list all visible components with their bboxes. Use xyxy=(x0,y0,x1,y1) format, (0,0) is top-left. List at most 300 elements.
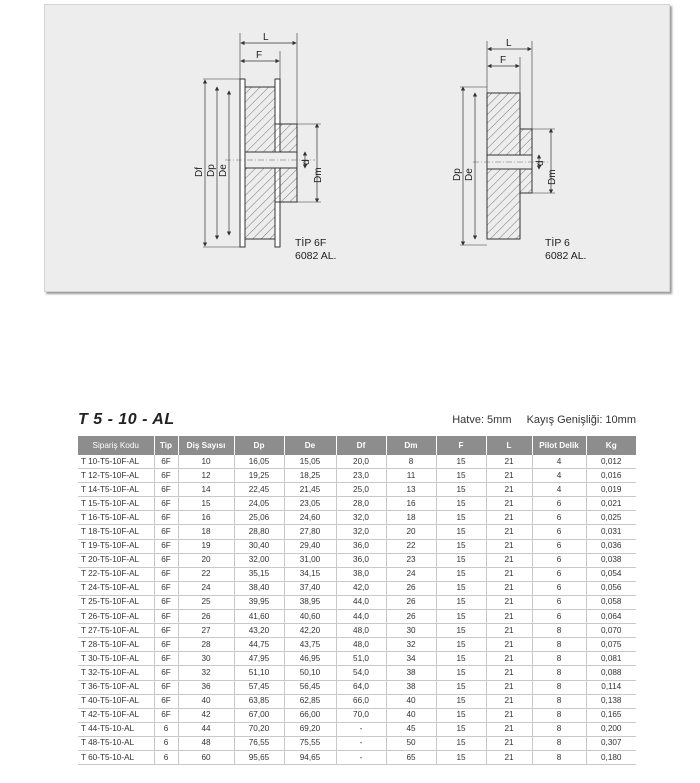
table-cell: 8 xyxy=(532,666,586,680)
table-cell: 44,0 xyxy=(336,610,386,624)
table-cell: 40 xyxy=(386,694,436,708)
table-cell: 23,05 xyxy=(284,497,336,511)
table-cell: 0,114 xyxy=(586,680,636,694)
table-row xyxy=(78,736,636,750)
table-cell: 21 xyxy=(486,511,532,525)
table-cell: 21 xyxy=(486,497,532,511)
table-cell: T 42-T5-10F-AL xyxy=(78,708,154,722)
table-cell: 28 xyxy=(178,638,234,652)
table-cell: 22 xyxy=(386,539,436,553)
table-cell: 27 xyxy=(178,624,234,638)
table-cell: 15 xyxy=(436,455,486,469)
table-cell: - xyxy=(336,722,386,736)
table-cell: 0,016 xyxy=(586,469,636,483)
table-cell: 0,075 xyxy=(586,638,636,652)
table-title: T 5 - 10 - AL xyxy=(78,411,175,428)
table-cell: 42,0 xyxy=(336,581,386,595)
table-cell: T 18-T5-10F-AL xyxy=(78,525,154,539)
table-cell: 8 xyxy=(532,680,586,694)
table-cell: 16 xyxy=(386,497,436,511)
table-cell: 15 xyxy=(436,624,486,638)
table-cell: 35,15 xyxy=(234,567,284,581)
table-cell: 8 xyxy=(532,708,586,722)
table-row xyxy=(78,624,636,638)
column-header: Df xyxy=(336,436,386,455)
table-cell: 70,0 xyxy=(336,708,386,722)
table-cell: T 12-T5-10F-AL xyxy=(78,469,154,483)
table-cell: 54,0 xyxy=(336,666,386,680)
table-cell: 6F xyxy=(154,694,178,708)
table-cell: T 48-T5-10-AL xyxy=(78,736,154,750)
table-cell: 0,036 xyxy=(586,539,636,553)
table-cell: 15 xyxy=(436,610,486,624)
pitch-text: Hatve: 5mm xyxy=(452,414,512,426)
table-cell: 6 xyxy=(532,497,586,511)
table-cell: 51,0 xyxy=(336,652,386,666)
table-cell: 6F xyxy=(154,511,178,525)
table-cell: 51,10 xyxy=(234,666,284,680)
table-cell: 0,180 xyxy=(586,750,636,764)
table-cell: T 27-T5-10F-AL xyxy=(78,624,154,638)
table-cell: 75,55 xyxy=(284,736,336,750)
table-cell: 21 xyxy=(486,624,532,638)
table-cell: 24,60 xyxy=(284,511,336,525)
caption-type: TİP 6 xyxy=(545,237,570,249)
dim-label-dm: Dm xyxy=(313,167,324,183)
table-cell: 39,95 xyxy=(234,595,284,609)
table-cell: 43,20 xyxy=(234,624,284,638)
table-cell: 21 xyxy=(486,525,532,539)
table-cell: 6 xyxy=(532,610,586,624)
table-cell: T 36-T5-10F-AL xyxy=(78,680,154,694)
table-cell: 21 xyxy=(486,680,532,694)
table-cell: 0,012 xyxy=(586,455,636,469)
dim-label-dp: Dp xyxy=(206,164,217,177)
table-cell: 6 xyxy=(532,553,586,567)
table-cell: 34,15 xyxy=(284,567,336,581)
table-cell: 15 xyxy=(436,736,486,750)
dim-label-de: De xyxy=(464,168,475,181)
table-cell: 15 xyxy=(436,553,486,567)
table-cell: 44,0 xyxy=(336,595,386,609)
table-cell: 6 xyxy=(532,567,586,581)
table-cell: 22 xyxy=(178,567,234,581)
table-cell: 20 xyxy=(178,553,234,567)
table-cell: 11 xyxy=(386,469,436,483)
column-header: Sipariş Kodu xyxy=(78,436,154,455)
table-cell: 15 xyxy=(436,680,486,694)
table-cell: 32 xyxy=(178,666,234,680)
table-cell: 50,10 xyxy=(284,666,336,680)
table-cell: 21 xyxy=(486,694,532,708)
table-cell: 64,0 xyxy=(336,680,386,694)
pulley-spec-table xyxy=(78,436,636,765)
table-cell: 34 xyxy=(386,652,436,666)
table-row xyxy=(78,694,636,708)
table-cell: 26 xyxy=(386,610,436,624)
table-cell: 21 xyxy=(486,581,532,595)
table-cell: 44,75 xyxy=(234,638,284,652)
table-cell: 21 xyxy=(486,539,532,553)
table-cell: 25,06 xyxy=(234,511,284,525)
table-cell: 8 xyxy=(532,624,586,638)
table-cell: 48 xyxy=(178,736,234,750)
table-row xyxy=(78,511,636,525)
column-header: F xyxy=(436,436,486,455)
table-cell: T 40-T5-10F-AL xyxy=(78,694,154,708)
table-cell: 6F xyxy=(154,525,178,539)
table-row xyxy=(78,680,636,694)
table-row xyxy=(78,595,636,609)
table-cell: 38,0 xyxy=(336,567,386,581)
table-cell: 8 xyxy=(532,736,586,750)
technical-drawing-panel xyxy=(44,4,670,292)
table-cell: 0,054 xyxy=(586,567,636,581)
column-header: Dp xyxy=(234,436,284,455)
table-cell: T 16-T5-10F-AL xyxy=(78,511,154,525)
table-cell: 21 xyxy=(486,750,532,764)
drawing-caption-type-6f xyxy=(295,237,336,263)
table-cell: 38,40 xyxy=(234,581,284,595)
table-cell: 21 xyxy=(486,610,532,624)
table-cell: 26 xyxy=(386,595,436,609)
table-row xyxy=(78,497,636,511)
table-header-row xyxy=(78,436,636,455)
table-cell: 28,80 xyxy=(234,525,284,539)
table-cell: 95,65 xyxy=(234,750,284,764)
table-cell: 6 xyxy=(154,750,178,764)
table-cell: 8 xyxy=(532,722,586,736)
column-header: Tip xyxy=(154,436,178,455)
table-cell: T 22-T5-10F-AL xyxy=(78,567,154,581)
table-cell: 15 xyxy=(436,511,486,525)
table-cell: T 15-T5-10F-AL xyxy=(78,497,154,511)
table-cell: 32,00 xyxy=(234,553,284,567)
table-cell: 21 xyxy=(486,638,532,652)
caption-type: TİP 6F xyxy=(295,237,327,249)
table-row xyxy=(78,553,636,567)
table-cell: 41,60 xyxy=(234,610,284,624)
table-cell: 21 xyxy=(486,455,532,469)
table-cell: 65 xyxy=(386,750,436,764)
table-row xyxy=(78,722,636,736)
table-row xyxy=(78,525,636,539)
table-row xyxy=(78,652,636,666)
table-cell: - xyxy=(336,736,386,750)
table-cell: 57,45 xyxy=(234,680,284,694)
dim-label-l: L xyxy=(506,38,512,49)
table-row xyxy=(78,483,636,497)
column-header: Diş Sayısı xyxy=(178,436,234,455)
table-cell: 15 xyxy=(436,469,486,483)
table-cell: 40 xyxy=(178,694,234,708)
table-cell: 26 xyxy=(386,581,436,595)
table-cell: 21 xyxy=(486,469,532,483)
table-cell: 27,80 xyxy=(284,525,336,539)
table-cell: 6 xyxy=(532,511,586,525)
table-cell: 48,0 xyxy=(336,624,386,638)
table-cell: 13 xyxy=(386,483,436,497)
table-cell: 0,031 xyxy=(586,525,636,539)
table-cell: - xyxy=(336,750,386,764)
table-cell: 25,0 xyxy=(336,483,386,497)
pulley-drawing-type-6 xyxy=(452,38,558,245)
table-cell: 30 xyxy=(178,652,234,666)
table-cell: 31,00 xyxy=(284,553,336,567)
table-cell: 15 xyxy=(178,497,234,511)
table-cell: 6 xyxy=(154,722,178,736)
table-row xyxy=(78,539,636,553)
table-cell: 21 xyxy=(486,595,532,609)
table-cell: 69,20 xyxy=(284,722,336,736)
table-cell: 40,60 xyxy=(284,610,336,624)
table-cell: 21 xyxy=(486,483,532,497)
table-cell: 6F xyxy=(154,581,178,595)
table-cell: 23 xyxy=(386,553,436,567)
table-cell: 0,019 xyxy=(586,483,636,497)
column-header: De xyxy=(284,436,336,455)
table-cell: 15 xyxy=(436,483,486,497)
table-cell: 25 xyxy=(178,595,234,609)
table-cell: 8 xyxy=(386,455,436,469)
table-cell: 43,75 xyxy=(284,638,336,652)
table-cell: 15 xyxy=(436,539,486,553)
table-cell: 6F xyxy=(154,680,178,694)
table-cell: 94,65 xyxy=(284,750,336,764)
table-cell: 24 xyxy=(386,567,436,581)
table-cell: 6F xyxy=(154,483,178,497)
table-cell: 21 xyxy=(486,652,532,666)
table-cell: 66,0 xyxy=(336,694,386,708)
table-cell: 6F xyxy=(154,497,178,511)
table-row xyxy=(78,750,636,764)
table-cell: 0,307 xyxy=(586,736,636,750)
table-cell: T 44-T5-10-AL xyxy=(78,722,154,736)
table-cell: 76,55 xyxy=(234,736,284,750)
table-cell: 21 xyxy=(486,567,532,581)
table-cell: 20,0 xyxy=(336,455,386,469)
table-cell: 0,021 xyxy=(586,497,636,511)
table-cell: 4 xyxy=(532,469,586,483)
table-cell: 15 xyxy=(436,722,486,736)
pulley-drawing-type-6f xyxy=(194,32,324,247)
table-cell: 21 xyxy=(486,666,532,680)
table-cell: 8 xyxy=(532,652,586,666)
table-cell: 6F xyxy=(154,455,178,469)
table-cell: 21 xyxy=(486,722,532,736)
table-cell: T 14-T5-10F-AL xyxy=(78,483,154,497)
table-cell: 6F xyxy=(154,539,178,553)
table-row xyxy=(78,567,636,581)
table-cell: T 25-T5-10F-AL xyxy=(78,595,154,609)
table-cell: 6 xyxy=(532,581,586,595)
table-cell: 0,165 xyxy=(586,708,636,722)
table-cell: 19,25 xyxy=(234,469,284,483)
table-cell: 63,85 xyxy=(234,694,284,708)
table-cell: 15 xyxy=(436,708,486,722)
belt-width-text: Kayış Genişliği: 10mm xyxy=(526,414,636,426)
table-cell: 0,070 xyxy=(586,624,636,638)
table-cell: T 26-T5-10F-AL xyxy=(78,610,154,624)
table-cell: 19 xyxy=(178,539,234,553)
table-row xyxy=(78,469,636,483)
table-cell: 6F xyxy=(154,666,178,680)
table-cell: 0,200 xyxy=(586,722,636,736)
table-cell: 14 xyxy=(178,483,234,497)
table-cell: 18,25 xyxy=(284,469,336,483)
table-cell: 22,45 xyxy=(234,483,284,497)
table-cell: 67,00 xyxy=(234,708,284,722)
table-row xyxy=(78,666,636,680)
table-cell: 44 xyxy=(178,722,234,736)
table-cell: 36 xyxy=(178,680,234,694)
table-cell: 30 xyxy=(386,624,436,638)
table-cell: 6 xyxy=(154,736,178,750)
table-cell: 6F xyxy=(154,553,178,567)
dim-label-d: d xyxy=(301,159,312,165)
table-cell: 15 xyxy=(436,638,486,652)
table-cell: 18 xyxy=(386,511,436,525)
dim-label-dm: Dm xyxy=(547,169,558,185)
drawing-caption-type-6 xyxy=(545,237,586,263)
table-cell: 46,95 xyxy=(284,652,336,666)
dim-label-f: F xyxy=(500,55,507,66)
table-cell: 42 xyxy=(178,708,234,722)
table-cell: 6 xyxy=(532,525,586,539)
table-cell: 24 xyxy=(178,581,234,595)
table-cell: 6F xyxy=(154,624,178,638)
dim-label-df: Df xyxy=(194,167,205,177)
caption-material: 6082 AL. xyxy=(295,250,337,262)
table-cell: 32 xyxy=(386,638,436,652)
table-cell: 15 xyxy=(436,595,486,609)
table-cell: 0,025 xyxy=(586,511,636,525)
table-cell: 37,40 xyxy=(284,581,336,595)
table-cell: 0,056 xyxy=(586,581,636,595)
column-header: Kg xyxy=(586,436,636,455)
table-cell: 20 xyxy=(386,525,436,539)
table-cell: 30,40 xyxy=(234,539,284,553)
table-cell: T 10-T5-10F-AL xyxy=(78,455,154,469)
table-cell: T 24-T5-10F-AL xyxy=(78,581,154,595)
table-cell: 38 xyxy=(386,666,436,680)
table-cell: 23,0 xyxy=(336,469,386,483)
table-cell: 0,064 xyxy=(586,610,636,624)
dim-label-l: L xyxy=(263,32,269,43)
table-cell: 38,95 xyxy=(284,595,336,609)
table-cell: 16,05 xyxy=(234,455,284,469)
table-cell: 38 xyxy=(386,680,436,694)
dim-label-d: d xyxy=(535,160,546,166)
table-cell: T 19-T5-10F-AL xyxy=(78,539,154,553)
table-row xyxy=(78,610,636,624)
table-cell: 21 xyxy=(486,736,532,750)
table-cell: 42,20 xyxy=(284,624,336,638)
table-cell: 26 xyxy=(178,610,234,624)
table-row xyxy=(78,708,636,722)
table-cell: 8 xyxy=(532,694,586,708)
table-cell: 6F xyxy=(154,638,178,652)
table-cell: 15 xyxy=(436,750,486,764)
table-cell: 32,0 xyxy=(336,525,386,539)
table-cell: 45 xyxy=(386,722,436,736)
table-cell: T 28-T5-10F-AL xyxy=(78,638,154,652)
dim-label-de: De xyxy=(218,164,229,177)
table-row xyxy=(78,581,636,595)
table-cell: 6F xyxy=(154,652,178,666)
table-cell: 56,45 xyxy=(284,680,336,694)
table-cell: 24,05 xyxy=(234,497,284,511)
table-row xyxy=(78,455,636,469)
table-cell: 47,95 xyxy=(234,652,284,666)
table-cell: 16 xyxy=(178,511,234,525)
table-cell: T 20-T5-10F-AL xyxy=(78,553,154,567)
table-cell: 8 xyxy=(532,638,586,652)
table-cell: 36,0 xyxy=(336,553,386,567)
table-cell: 28,0 xyxy=(336,497,386,511)
table-cell: 0,038 xyxy=(586,553,636,567)
table-cell: 66,00 xyxy=(284,708,336,722)
table-cell: 40 xyxy=(386,708,436,722)
table-cell: 4 xyxy=(532,483,586,497)
table-cell: 6F xyxy=(154,610,178,624)
table-cell: 15 xyxy=(436,694,486,708)
table-cell: 0,138 xyxy=(586,694,636,708)
table-cell: 48,0 xyxy=(336,638,386,652)
dim-label-dp: Dp xyxy=(452,168,463,181)
table-cell: 8 xyxy=(532,750,586,764)
table-cell: 0,088 xyxy=(586,666,636,680)
table-cell: 15,05 xyxy=(284,455,336,469)
table-cell: 32,0 xyxy=(336,511,386,525)
table-cell: 6 xyxy=(532,539,586,553)
column-header: L xyxy=(486,436,532,455)
table-cell: 6F xyxy=(154,567,178,581)
table-body xyxy=(78,455,636,765)
table-cell: 15 xyxy=(436,666,486,680)
dim-label-f: F xyxy=(256,50,263,61)
table-cell: 15 xyxy=(436,525,486,539)
table-cell: 10 xyxy=(178,455,234,469)
caption-material: 6082 AL. xyxy=(545,250,587,262)
table-cell: 18 xyxy=(178,525,234,539)
table-cell: 29,40 xyxy=(284,539,336,553)
table-cell: 60 xyxy=(178,750,234,764)
table-cell: 15 xyxy=(436,497,486,511)
table-cell: 15 xyxy=(436,581,486,595)
spec-info xyxy=(440,414,636,426)
table-cell: 21 xyxy=(486,553,532,567)
table-cell: T 32-T5-10F-AL xyxy=(78,666,154,680)
column-header: Pilot Delik xyxy=(532,436,586,455)
table-cell: 50 xyxy=(386,736,436,750)
table-cell: T 60-T5-10-AL xyxy=(78,750,154,764)
table-cell: 21 xyxy=(486,708,532,722)
table-cell: 15 xyxy=(436,652,486,666)
table-row xyxy=(78,638,636,652)
table-cell: 21,45 xyxy=(284,483,336,497)
table-cell: 6F xyxy=(154,708,178,722)
table-cell: 15 xyxy=(436,567,486,581)
table-cell: 4 xyxy=(532,455,586,469)
table-cell: 6F xyxy=(154,469,178,483)
table-cell: 62,85 xyxy=(284,694,336,708)
table-cell: 36,0 xyxy=(336,539,386,553)
table-cell: 6 xyxy=(532,595,586,609)
table-cell: T 30-T5-10F-AL xyxy=(78,652,154,666)
table-cell: 12 xyxy=(178,469,234,483)
table-cell: 70,20 xyxy=(234,722,284,736)
